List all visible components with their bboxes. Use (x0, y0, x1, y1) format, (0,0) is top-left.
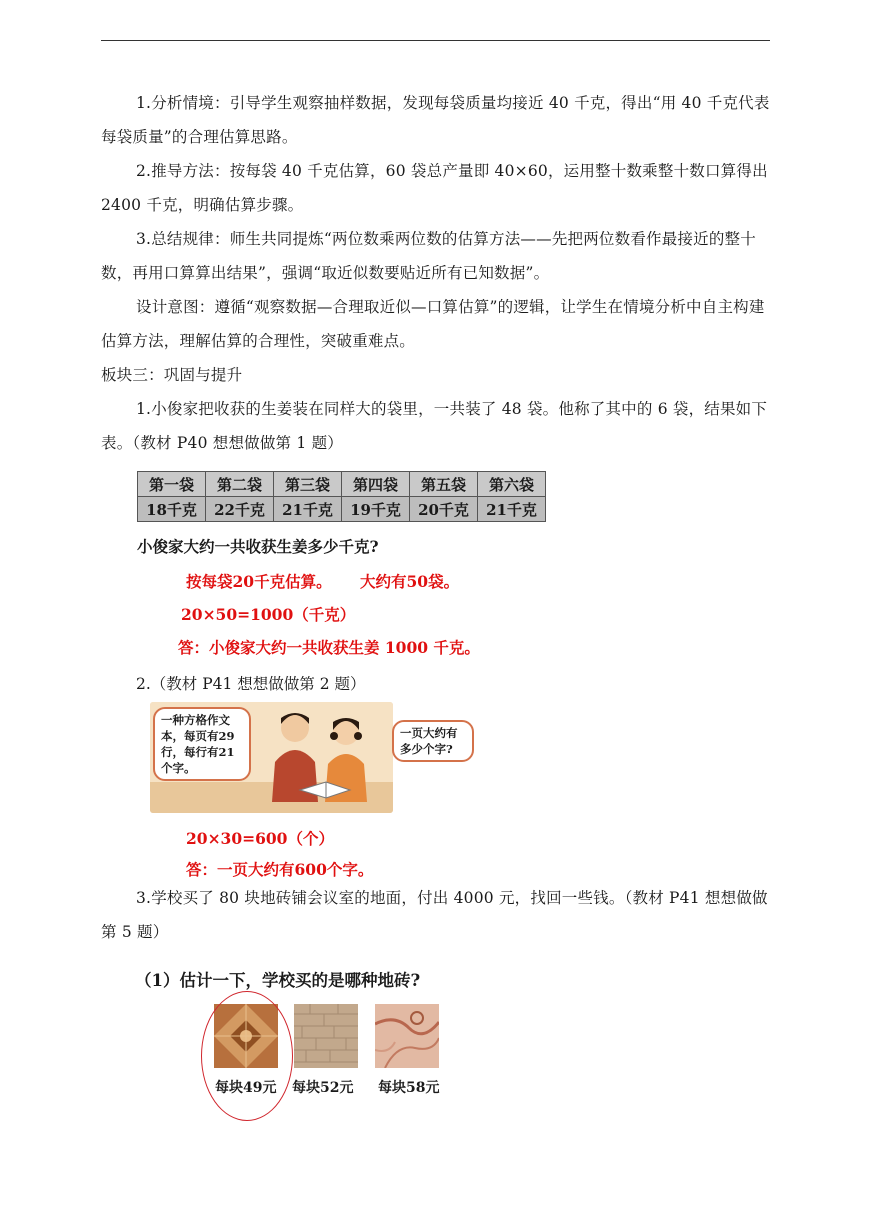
table-header-cell: 第三袋 (274, 472, 342, 497)
q2-answer-final: 答：一页大约有600个字。 (186, 860, 374, 879)
table-header-cell: 第二袋 (206, 472, 274, 497)
table-header-cell: 第六袋 (478, 472, 546, 497)
bag-weight-table (137, 471, 546, 522)
table-cell: 20千克 (410, 497, 478, 522)
q1-text: 1.小俊家把收获的生姜装在同样大的袋里，一共装了 48 袋。他称了其中的 6 袋，结果如下表。（教材 P40 想想做做第 1 题） (101, 400, 768, 452)
brick-tile-icon (294, 1004, 358, 1068)
reading-children-illustration (150, 702, 393, 813)
section-title: 板块三：巩固与提升 (101, 366, 243, 384)
q1-answer-final: 答：小俊家大约一共收获生姜 1000 千克。 (178, 638, 480, 657)
design-intent-paragraph: 设计意图：遵循“观察数据—合理取近似—口算估算”的逻辑，让学生在情境分析中自主构建估算方法，理解估算的合理性，突破重难点。 (101, 298, 765, 350)
q1-answer-bags: 大约有50袋。 (360, 572, 460, 591)
q3-subquestion-1: （1）估计一下，学校买的是哪种地砖? (135, 971, 421, 990)
q1-answer-estimate: 按每袋20千克估算。 (186, 572, 332, 591)
tile-price-label: 每块52元 (292, 1080, 354, 1096)
step-2-paragraph: 2.推导方法：按每袋 40 千克估算，60 袋总产量即 40×60，运用整十数乘整十数口算得出 2400 千克，明确估算步骤。 (101, 162, 768, 214)
table-header-cell: 第四袋 (342, 472, 410, 497)
q1-answer-calc: 20×50=1000（千克） (181, 605, 356, 624)
q2-text: 2.（教材 P41 想想做做第 2 题） (136, 675, 366, 693)
table-header-cell: 第一袋 (138, 472, 206, 497)
table-row (138, 497, 546, 522)
marble-tile-icon (375, 1004, 439, 1068)
table-cell: 18千克 (138, 497, 206, 522)
table-cell: 22千克 (206, 497, 274, 522)
speech-bubble-right: 一页大约有多少个字? (392, 720, 474, 762)
tile-price-label: 每块58元 (378, 1080, 440, 1096)
table-header-row (138, 472, 546, 497)
header-rule (101, 40, 770, 41)
step-3-paragraph: 3.总结规律：师生共同提炼“两位数乘两位数的估算方法——先把两位数看作最接近的整十数，再用口算算出结果”，强调“取近似数要贴近所有已知数据”。 (101, 230, 756, 282)
speech-bubble-left: 一种方格作文本，每页有29行，每行有21个字。 (153, 707, 251, 781)
table-header-cell: 第五袋 (410, 472, 478, 497)
table-cell: 21千克 (478, 497, 546, 522)
table-cell: 19千克 (342, 497, 410, 522)
q2-answer-calc: 20×30=600（个） (186, 829, 334, 848)
selected-tile-circle (201, 991, 293, 1121)
q3-text: 3.学校买了 80 块地砖铺会议室的地面，付出 4000 元，找回一些钱。（教材 P41 想想做做第 5 题） (101, 889, 768, 941)
tile-price-label: 每块49元 (215, 1080, 277, 1096)
q1-question: 小俊家大约一共收获生姜多少千克? (137, 537, 379, 556)
step-1-paragraph: 1.分析情境：引导学生观察抽样数据，发现每袋质量均接近 40 千克，得出“用 40 千克代表每袋质量”的合理估算思路。 (101, 94, 770, 146)
table-cell: 21千克 (274, 497, 342, 522)
